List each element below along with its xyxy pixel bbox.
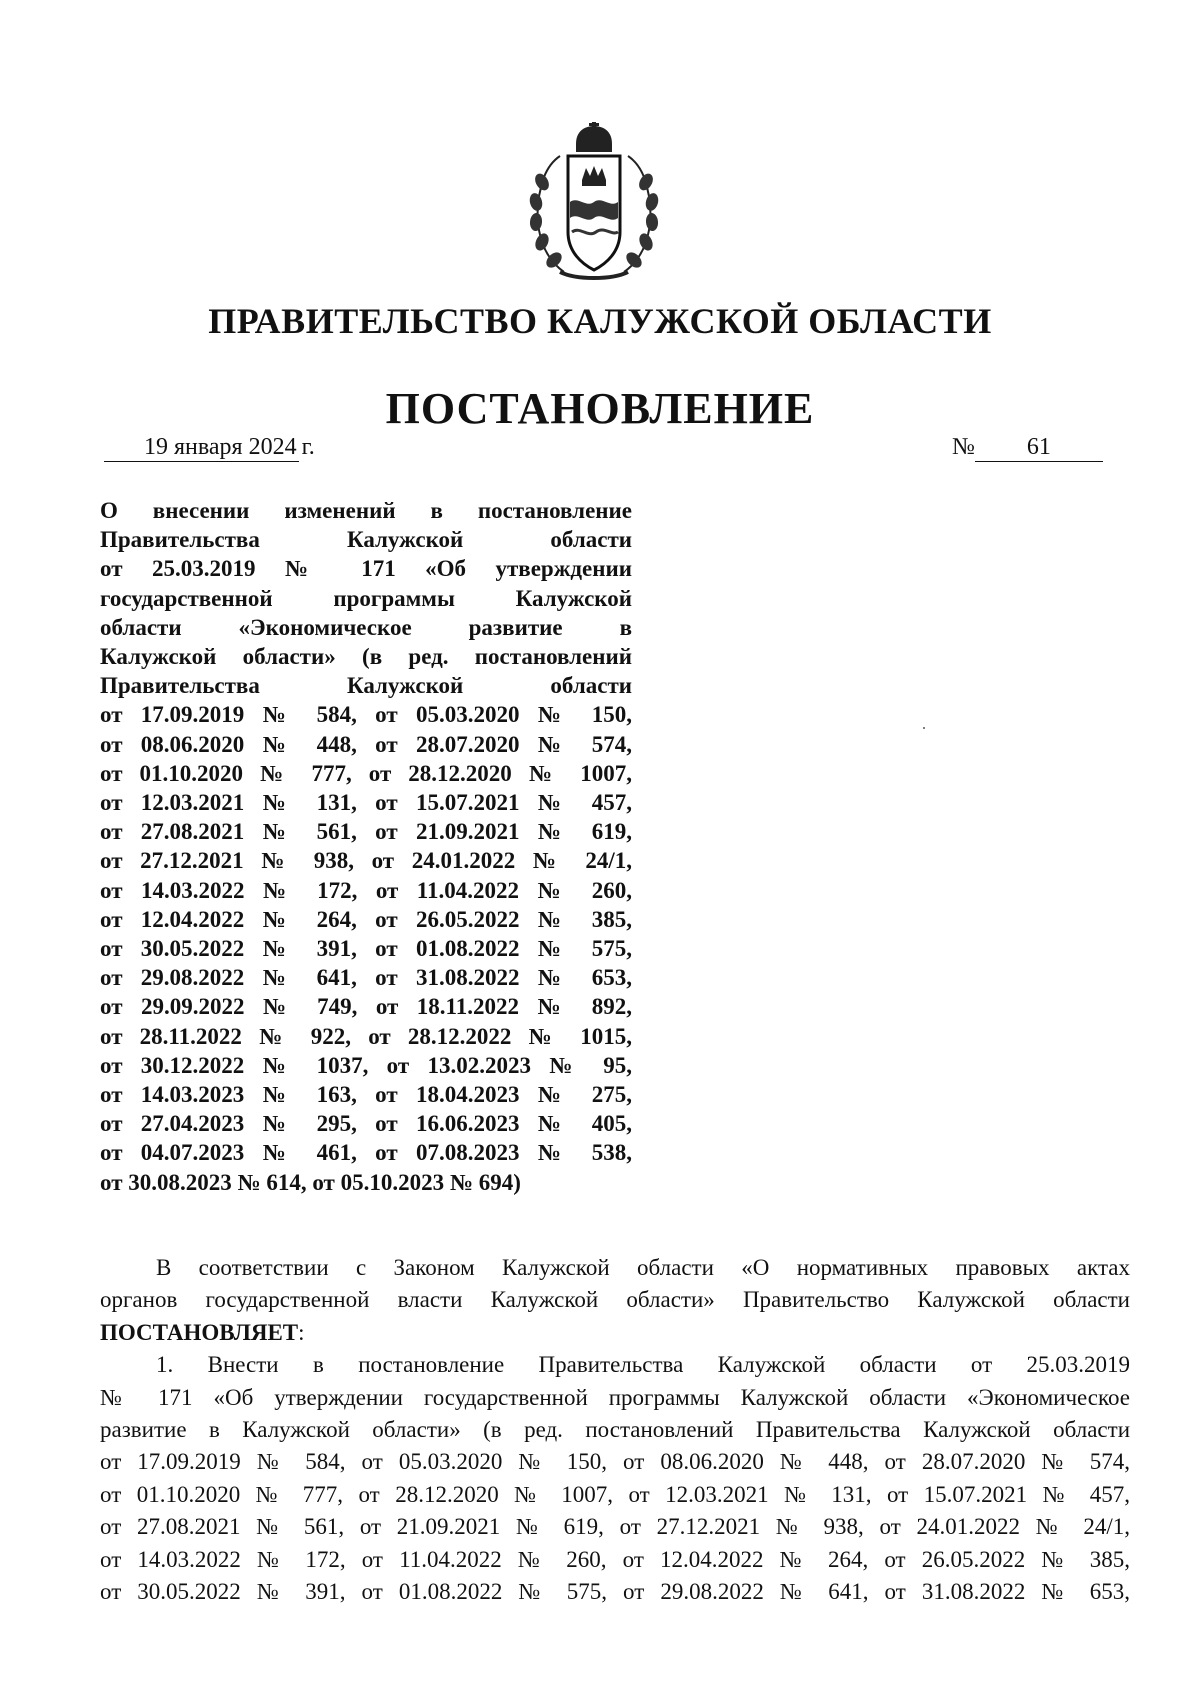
title-line: от 08.06.2020 № 448, от 28.07.2020 № 574, <box>100 731 632 757</box>
item-line: от 30.05.2022 № 391, от 01.08.2022 № 575, от 29.08.2022 № 641, от 31.08.2022 № 653, <box>100 1579 1130 1605</box>
document-body <box>100 1252 1130 1608</box>
authority-heading: ПРАВИТЕЛЬСТВО КАЛУЖСКОЙ ОБЛАСТИ <box>208 301 992 341</box>
title-line: Калужской области» (в ред. постановлений <box>100 644 632 670</box>
resolves-line <box>100 1317 1130 1349</box>
date-suffix: г. <box>301 434 315 460</box>
date-value: 19 января 2024 <box>104 434 299 462</box>
item-line: от 27.08.2021 № 561, от 21.09.2021 № 619, от 27.12.2021 № 938, от 24.01.2022 № 24/1, <box>100 1514 1130 1540</box>
item-line: от 17.09.2019 № 584, от 05.03.2020 № 150, от 08.06.2020 № 448, от 28.07.2020 № 574, <box>100 1449 1130 1475</box>
title-line: от 14.03.2023 № 163, от 18.04.2023 № 275, <box>100 1082 632 1108</box>
title-line: от 27.04.2023 № 295, от 16.06.2023 № 405, <box>100 1111 632 1137</box>
preamble-line: органов государственной власти Калужской области» Правительство Калужской области <box>100 1287 1130 1313</box>
title-line: от 27.12.2021 № 938, от 24.01.2022 № 24/1, <box>100 848 632 874</box>
number-value: 61 <box>975 434 1103 462</box>
item-line: № 171 «Об утверждении государственной программы Калужской области «Экономическое <box>100 1384 1130 1410</box>
title-line: государственной программы Калужской <box>100 585 632 611</box>
resolves-colon: : <box>298 1319 305 1345</box>
title-line: от 17.09.2019 № 584, от 05.03.2020 № 150, <box>100 702 632 728</box>
document-number <box>952 434 1103 462</box>
title-line: от 12.04.2022 № 264, от 26.05.2022 № 385, <box>100 906 632 932</box>
scan-speck <box>923 727 925 729</box>
title-line: от 14.03.2022 № 172, от 11.04.2022 № 260, <box>100 877 632 903</box>
document-title <box>100 496 632 1197</box>
coat-of-arms-icon <box>524 122 664 282</box>
title-line: Правительства Калужской области <box>100 673 632 699</box>
resolves-word: ПОСТАНОВЛЯЕТ <box>100 1319 299 1345</box>
item-line: от 14.03.2022 № 172, от 11.04.2022 № 260, от 12.04.2022 № 264, от 26.05.2022 № 385, <box>100 1546 1130 1572</box>
item-line: развитие в Калужской области» (в ред. постановлений Правительства Калужской области <box>100 1417 1130 1443</box>
title-line: от 04.07.2023 № 461, от 07.08.2023 № 538, <box>100 1140 632 1166</box>
title-line: от 29.09.2022 № 749, от 18.11.2022 № 892, <box>100 994 632 1020</box>
title-line: от 30.08.2023 № 614, от 05.10.2023 № 694) <box>100 1169 521 1195</box>
title-line: от 30.05.2022 № 391, от 01.08.2022 № 575, <box>100 936 632 962</box>
item-line: 1. Внести в постановление Правительства Калужской области от 25.03.2019 <box>156 1352 1130 1378</box>
title-line: от 12.03.2021 № 131, от 15.07.2021 № 457, <box>100 790 632 816</box>
item-line: от 01.10.2020 № 777, от 28.12.2020 № 1007, от 12.03.2021 № 131, от 15.07.2021 № 457, <box>100 1481 1130 1507</box>
title-line: от 30.12.2022 № 1037, от 13.02.2023 № 95, <box>100 1052 632 1078</box>
title-line: области «Экономическое развитие в <box>100 614 632 640</box>
title-line: Правительства Калужской области <box>100 527 632 553</box>
title-line: от 28.11.2022 № 922, от 28.12.2022 № 1015, <box>100 1023 632 1049</box>
title-line: от 01.10.2020 № 777, от 28.12.2020 № 1007, <box>100 760 632 786</box>
title-line: от 25.03.2019 № 171 «Об утверждении <box>100 556 632 582</box>
title-line: от 27.08.2021 № 561, от 21.09.2021 № 619, <box>100 819 632 845</box>
number-label: № <box>952 434 975 460</box>
title-line: О внесении изменений в постановление <box>100 498 632 523</box>
title-line: от 29.08.2022 № 641, от 31.08.2022 № 653, <box>100 965 632 991</box>
document-date <box>104 434 315 462</box>
preamble-line: В соответствии с Законом Калужской области «О нормативных правовых актах <box>156 1255 1130 1280</box>
document-type-heading: ПОСТАНОВЛЕНИЕ <box>385 384 815 433</box>
